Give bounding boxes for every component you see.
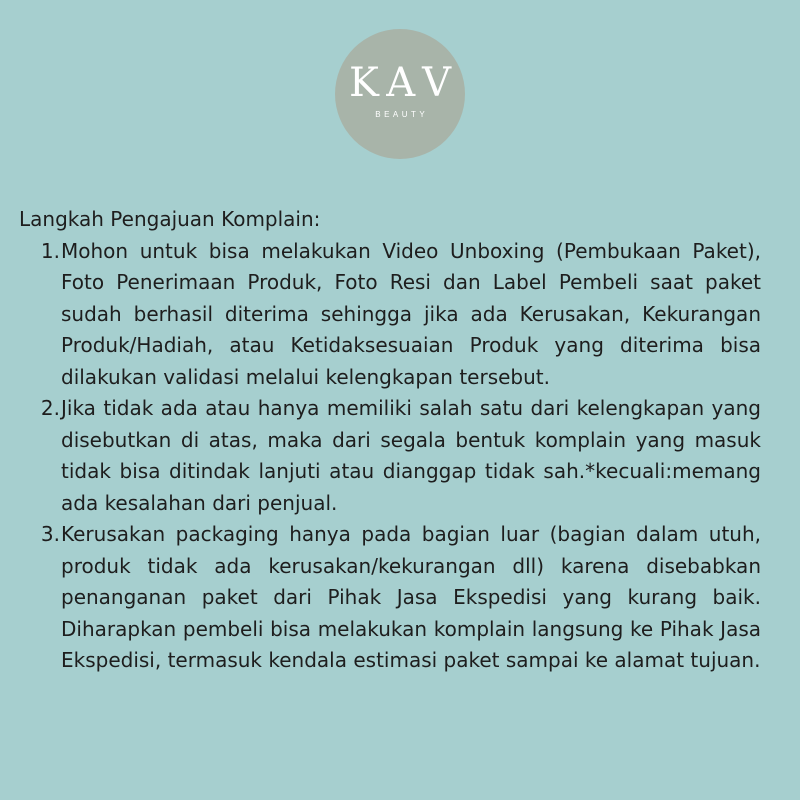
- logo-sub-text: BEAUTY: [375, 110, 429, 119]
- step-item-2: [19, 393, 761, 519]
- step-number: 2.: [40, 396, 60, 420]
- logo-main-text: KAV: [348, 60, 461, 106]
- step-item-3: [19, 519, 761, 677]
- complaint-steps-section: [19, 204, 761, 677]
- step-text: Jika tidak ada atau hanya memiliki salah satu dari kelengkapan yang disebutkan di atas, maka dari segala bentuk komplain yang masuk tidak bisa ditindak lanjuti atau dianggap tidak sah.*kecuali:memang ada kesalahan dari penjual.: [61, 396, 761, 515]
- step-text: Kerusakan packaging hanya pada bagian luar (bagian dalam utuh, produk tidak ada kerusakan/kekurangan dll) karena disebabkan penanganan paket dari Pihak Jasa Ekspedisi yang kurang baik. Diharapkan pembeli bisa melakukan komplain langsung ke Pihak Jasa Ekspedisi, termasuk kendala estimasi paket sampai ke alamat tujuan.: [61, 522, 761, 672]
- steps-list: [19, 236, 761, 677]
- step-number: 3.: [40, 522, 60, 546]
- brand-logo: [335, 29, 465, 159]
- step-number: 1.: [40, 238, 60, 263]
- step-item-1: [19, 236, 761, 394]
- step-text: Mohon untuk bisa melakukan Video Unboxing (Pembukaan Paket), Foto Penerimaan Produk, Foto Resi dan Label Pembeli saat paket sudah berhasil diterima sehingga jika ada Kerusakan, Kekurangan Produk/Hadiah, atau Ketidaksesuaian Produk yang diterima bisa dilakukan validasi melalui kelengkapan tersebut.: [61, 238, 761, 389]
- steps-heading: Langkah Pengajuan Komplain:: [19, 207, 321, 231]
